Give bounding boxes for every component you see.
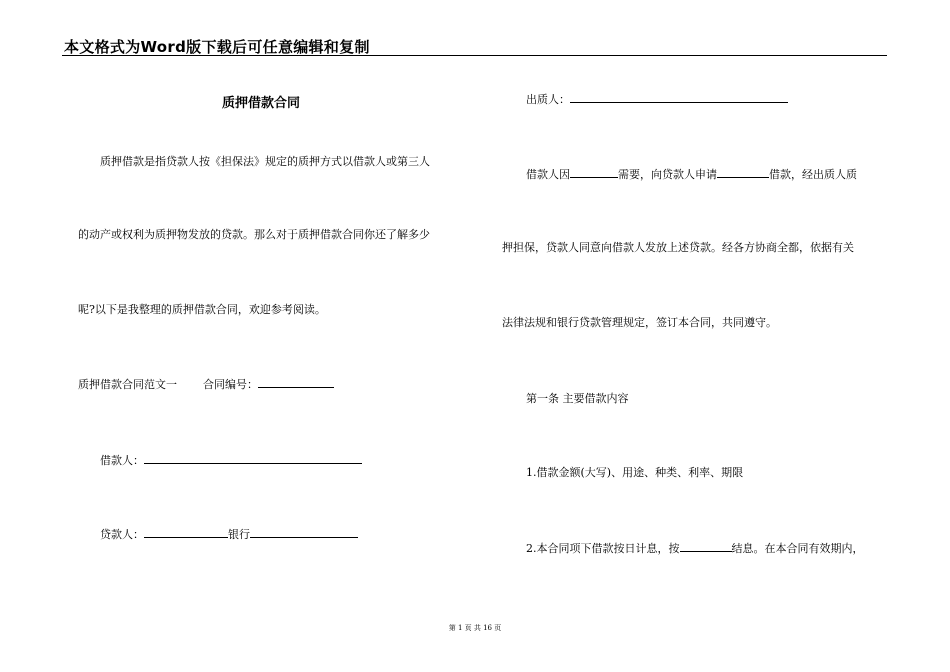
settlement-blank	[680, 541, 732, 552]
purpose-blank	[570, 167, 618, 178]
amount-blank	[717, 167, 769, 178]
pledgor-line	[526, 92, 788, 107]
bank-blank	[250, 527, 358, 538]
pledgor-blank	[570, 92, 788, 103]
lender-blank	[144, 527, 228, 538]
document-banner: 本文格式为Word版下载后可任意编辑和复制	[64, 38, 370, 56]
pledgor-label: 出质人：	[526, 93, 570, 106]
paragraph-line: 的动产或权利为质押物发放的贷款。那么对于质押借款合同你还了解多少	[78, 228, 430, 241]
lender-line	[100, 527, 358, 542]
header-rule	[62, 55, 887, 56]
document-title: 质押借款合同	[222, 96, 301, 111]
paragraph-line	[526, 167, 857, 182]
article-item: 1.借款金额(大写)、用途、种类、利率、期限	[526, 466, 744, 479]
contract-no-label: 合同编号：	[203, 378, 258, 391]
article-item	[526, 541, 864, 556]
text-span: 借款人因	[526, 168, 570, 181]
contract-sample-line	[78, 377, 334, 392]
paragraph-line: 押担保，贷款人同意向借款人发放上述贷款。经各方协商全都，依据有关	[502, 241, 854, 254]
bank-label: 银行	[228, 528, 250, 541]
text-span: 结息。在本合同有效期内，	[731, 542, 864, 555]
article-heading: 第一条 主要借款内容	[526, 392, 629, 405]
text-span: 2.本合同项下借款按日计息，按	[526, 542, 680, 555]
borrower-blank	[144, 453, 362, 464]
text-span: 需要，向贷款人申请	[618, 168, 717, 181]
borrower-line	[100, 453, 362, 468]
paragraph-line: 呢?以下是我整理的质押借款合同，欢迎参考阅读。	[78, 303, 326, 316]
sample-label: 质押借款合同范文一	[78, 378, 177, 391]
text-span: 借款，经出质人质	[769, 168, 857, 181]
lender-label: 贷款人：	[100, 528, 144, 541]
paragraph-line: 质押借款是指贷款人按《担保法》规定的质押方式以借款人或第三人	[100, 155, 430, 168]
contract-no-blank	[258, 377, 334, 388]
borrower-label: 借款人：	[100, 454, 144, 467]
paragraph-line: 法律法规和银行贷款管理规定，签订本合同，共同遵守。	[502, 316, 777, 329]
page-number: 第 1 页 共 16 页	[448, 624, 502, 632]
